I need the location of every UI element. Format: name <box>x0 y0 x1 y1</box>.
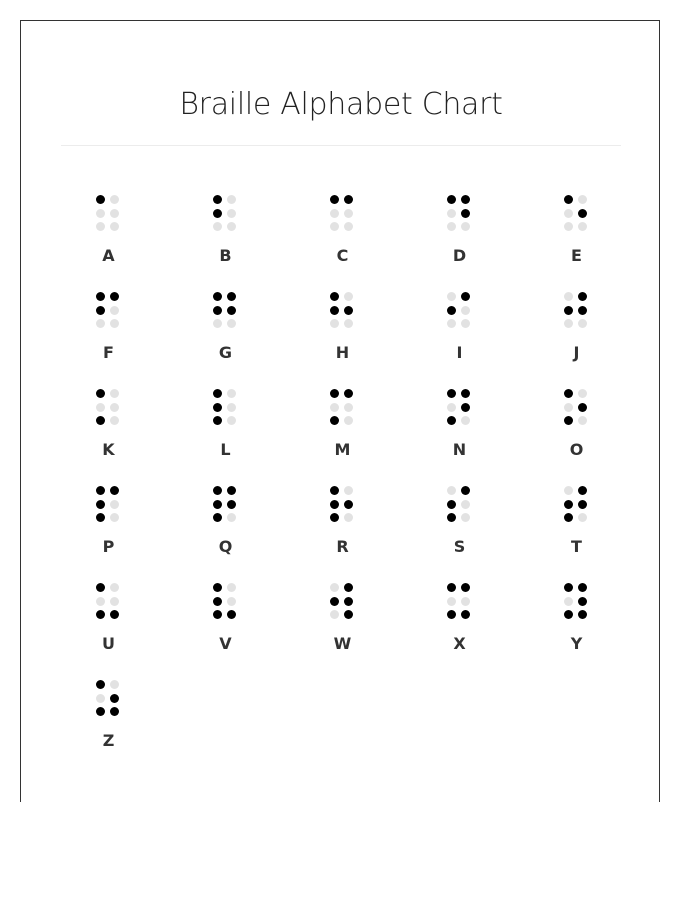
flat-dot <box>564 486 573 495</box>
raised-dot <box>330 195 339 204</box>
flat-dot <box>110 680 119 689</box>
braille-dots <box>564 389 588 425</box>
raised-dot <box>461 209 470 218</box>
braille-dots <box>213 195 237 231</box>
flat-dot <box>344 513 353 522</box>
raised-dot <box>447 500 456 509</box>
raised-dot <box>96 707 105 716</box>
flat-dot <box>330 222 339 231</box>
raised-dot <box>213 610 222 619</box>
flat-dot <box>110 500 119 509</box>
raised-dot <box>213 403 222 412</box>
raised-dot <box>564 583 573 592</box>
raised-dot <box>461 389 470 398</box>
braille-cell-e <box>518 195 635 292</box>
braille-dots <box>447 486 471 522</box>
raised-dot <box>96 389 105 398</box>
braille-dots <box>447 292 471 328</box>
braille-cell-f <box>50 292 167 389</box>
braille-cell-o <box>518 389 635 486</box>
braille-letter-label: N <box>452 440 467 459</box>
raised-dot <box>213 209 222 218</box>
flat-dot <box>110 195 119 204</box>
raised-dot <box>213 389 222 398</box>
braille-letter-label: R <box>336 537 349 556</box>
flat-dot <box>227 222 236 231</box>
flat-dot <box>447 292 456 301</box>
braille-dots <box>96 486 120 522</box>
raised-dot <box>330 513 339 522</box>
flat-dot <box>564 292 573 301</box>
braille-dots <box>96 292 120 328</box>
braille-cell-q <box>167 486 284 583</box>
raised-dot <box>461 583 470 592</box>
braille-letter-label: H <box>335 343 350 362</box>
raised-dot <box>578 583 587 592</box>
flat-dot <box>447 597 456 606</box>
braille-cell-j <box>518 292 635 389</box>
raised-dot <box>330 389 339 398</box>
raised-dot <box>578 403 587 412</box>
flat-dot <box>330 209 339 218</box>
flat-dot <box>96 694 105 703</box>
braille-letter-label: M <box>334 440 351 459</box>
raised-dot <box>227 610 236 619</box>
raised-dot <box>344 389 353 398</box>
braille-letter-label: Z <box>102 731 115 750</box>
flat-dot <box>344 486 353 495</box>
braille-dots <box>213 583 237 619</box>
flat-dot <box>110 513 119 522</box>
raised-dot <box>461 292 470 301</box>
braille-cell-l <box>167 389 284 486</box>
braille-dots <box>564 195 588 231</box>
braille-dots <box>213 486 237 522</box>
raised-dot <box>96 486 105 495</box>
braille-letter-label: I <box>456 343 463 362</box>
braille-letter-label: B <box>219 246 232 265</box>
braille-cell-c <box>284 195 401 292</box>
braille-dots <box>564 486 588 522</box>
flat-dot <box>110 222 119 231</box>
braille-dots <box>96 389 120 425</box>
flat-dot <box>578 513 587 522</box>
raised-dot <box>96 610 105 619</box>
braille-letter-label: G <box>218 343 233 362</box>
braille-cell-a <box>50 195 167 292</box>
flat-dot <box>330 610 339 619</box>
flat-dot <box>330 583 339 592</box>
raised-dot <box>330 292 339 301</box>
raised-dot <box>564 500 573 509</box>
raised-dot <box>110 292 119 301</box>
raised-dot <box>213 597 222 606</box>
braille-dots <box>96 195 120 231</box>
braille-dots <box>447 583 471 619</box>
raised-dot <box>447 389 456 398</box>
raised-dot <box>110 486 119 495</box>
braille-letter-label: S <box>453 537 466 556</box>
flat-dot <box>447 209 456 218</box>
flat-dot <box>447 403 456 412</box>
flat-dot <box>213 319 222 328</box>
flat-dot <box>461 597 470 606</box>
raised-dot <box>213 583 222 592</box>
raised-dot <box>330 416 339 425</box>
flat-dot <box>461 500 470 509</box>
flat-dot <box>227 583 236 592</box>
raised-dot <box>227 306 236 315</box>
braille-cell-w <box>284 583 401 680</box>
braille-cell-y <box>518 583 635 680</box>
raised-dot <box>578 486 587 495</box>
braille-letter-label: T <box>571 537 582 556</box>
raised-dot <box>447 416 456 425</box>
braille-dots <box>213 292 237 328</box>
braille-dots <box>330 292 354 328</box>
raised-dot <box>564 610 573 619</box>
raised-dot <box>344 306 353 315</box>
flat-dot <box>96 597 105 606</box>
raised-dot <box>447 306 456 315</box>
raised-dot <box>213 292 222 301</box>
raised-dot <box>96 583 105 592</box>
flat-dot <box>447 222 456 231</box>
flat-dot <box>213 222 222 231</box>
braille-letter-label: X <box>453 634 466 653</box>
raised-dot <box>461 403 470 412</box>
raised-dot <box>96 292 105 301</box>
braille-letter-label: J <box>573 343 580 362</box>
raised-dot <box>227 486 236 495</box>
braille-cell-k <box>50 389 167 486</box>
flat-dot <box>344 319 353 328</box>
flat-dot <box>330 319 339 328</box>
flat-dot <box>96 209 105 218</box>
braille-letter-label: K <box>102 440 115 459</box>
braille-cell-s <box>401 486 518 583</box>
braille-letter-label: L <box>220 440 231 459</box>
raised-dot <box>564 306 573 315</box>
flat-dot <box>110 389 119 398</box>
flat-dot <box>227 416 236 425</box>
flat-dot <box>461 513 470 522</box>
raised-dot <box>578 597 587 606</box>
braille-dots <box>564 583 588 619</box>
raised-dot <box>330 500 339 509</box>
braille-dots <box>564 292 588 328</box>
flat-dot <box>96 403 105 412</box>
braille-dots <box>330 486 354 522</box>
raised-dot <box>96 306 105 315</box>
braille-dots <box>330 389 354 425</box>
flat-dot <box>564 222 573 231</box>
flat-dot <box>227 209 236 218</box>
raised-dot <box>344 583 353 592</box>
raised-dot <box>330 597 339 606</box>
raised-dot <box>96 513 105 522</box>
raised-dot <box>330 306 339 315</box>
raised-dot <box>96 416 105 425</box>
braille-letter-label: C <box>336 246 349 265</box>
flat-dot <box>110 583 119 592</box>
flat-dot <box>461 416 470 425</box>
raised-dot <box>461 195 470 204</box>
raised-dot <box>578 500 587 509</box>
braille-cell-g <box>167 292 284 389</box>
braille-letter-label: V <box>219 634 232 653</box>
braille-cell-x <box>401 583 518 680</box>
raised-dot <box>461 486 470 495</box>
raised-dot <box>564 195 573 204</box>
flat-dot <box>564 319 573 328</box>
raised-dot <box>564 416 573 425</box>
braille-dots <box>96 583 120 619</box>
raised-dot <box>96 680 105 689</box>
raised-dot <box>578 292 587 301</box>
braille-cell-u <box>50 583 167 680</box>
braille-cell-h <box>284 292 401 389</box>
flat-dot <box>96 319 105 328</box>
flat-dot <box>344 416 353 425</box>
flat-dot <box>578 319 587 328</box>
title-divider <box>61 145 621 146</box>
flat-dot <box>564 597 573 606</box>
flat-dot <box>461 222 470 231</box>
braille-dots <box>330 583 354 619</box>
flat-dot <box>344 292 353 301</box>
raised-dot <box>213 513 222 522</box>
raised-dot <box>447 610 456 619</box>
braille-cell-m <box>284 389 401 486</box>
raised-dot <box>110 610 119 619</box>
raised-dot <box>213 486 222 495</box>
braille-letter-label: E <box>571 246 582 265</box>
flat-dot <box>110 319 119 328</box>
chart-page <box>20 20 660 802</box>
braille-cell-i <box>401 292 518 389</box>
braille-letter-label: A <box>102 246 115 265</box>
raised-dot <box>344 195 353 204</box>
braille-cell-r <box>284 486 401 583</box>
flat-dot <box>447 486 456 495</box>
flat-dot <box>461 319 470 328</box>
braille-letter-label: Q <box>218 537 233 556</box>
flat-dot <box>564 403 573 412</box>
raised-dot <box>564 389 573 398</box>
raised-dot <box>213 500 222 509</box>
flat-dot <box>564 209 573 218</box>
flat-dot <box>110 209 119 218</box>
raised-dot <box>461 610 470 619</box>
raised-dot <box>227 500 236 509</box>
raised-dot <box>227 292 236 301</box>
flat-dot <box>227 513 236 522</box>
flat-dot <box>344 209 353 218</box>
braille-cell-b <box>167 195 284 292</box>
braille-dots <box>447 389 471 425</box>
flat-dot <box>227 403 236 412</box>
raised-dot <box>344 610 353 619</box>
braille-letter-label: W <box>333 634 352 653</box>
flat-dot <box>578 222 587 231</box>
flat-dot <box>578 389 587 398</box>
raised-dot <box>447 195 456 204</box>
flat-dot <box>344 222 353 231</box>
braille-dots <box>330 195 354 231</box>
raised-dot <box>447 513 456 522</box>
braille-letter-label: P <box>102 537 115 556</box>
raised-dot <box>447 583 456 592</box>
flat-dot <box>110 306 119 315</box>
raised-dot <box>578 209 587 218</box>
braille-letter-label: U <box>102 634 115 653</box>
flat-dot <box>330 403 339 412</box>
flat-dot <box>578 416 587 425</box>
raised-dot <box>213 416 222 425</box>
raised-dot <box>110 694 119 703</box>
flat-dot <box>96 222 105 231</box>
raised-dot <box>344 500 353 509</box>
flat-dot <box>110 597 119 606</box>
flat-dot <box>227 597 236 606</box>
raised-dot <box>213 195 222 204</box>
flat-dot <box>578 195 587 204</box>
page-title: Braille Alphabet Chart <box>179 87 503 122</box>
raised-dot <box>213 306 222 315</box>
raised-dot <box>578 610 587 619</box>
braille-letter-label: F <box>103 343 114 362</box>
braille-cell-n <box>401 389 518 486</box>
raised-dot <box>110 707 119 716</box>
raised-dot <box>578 306 587 315</box>
braille-dots <box>96 680 120 716</box>
flat-dot <box>344 403 353 412</box>
braille-cell-z <box>50 680 167 777</box>
flat-dot <box>110 416 119 425</box>
flat-dot <box>227 195 236 204</box>
braille-cell-d <box>401 195 518 292</box>
raised-dot <box>564 513 573 522</box>
flat-dot <box>110 403 119 412</box>
raised-dot <box>344 597 353 606</box>
braille-cell-t <box>518 486 635 583</box>
braille-dots <box>447 195 471 231</box>
flat-dot <box>227 389 236 398</box>
flat-dot <box>461 306 470 315</box>
raised-dot <box>96 500 105 509</box>
braille-dots <box>213 389 237 425</box>
flat-dot <box>227 319 236 328</box>
braille-cell-p <box>50 486 167 583</box>
raised-dot <box>96 195 105 204</box>
raised-dot <box>330 486 339 495</box>
braille-letter-label: Y <box>570 634 583 653</box>
braille-cell-v <box>167 583 284 680</box>
braille-letter-label: O <box>569 440 584 459</box>
braille-letter-label: D <box>452 246 467 265</box>
flat-dot <box>447 319 456 328</box>
